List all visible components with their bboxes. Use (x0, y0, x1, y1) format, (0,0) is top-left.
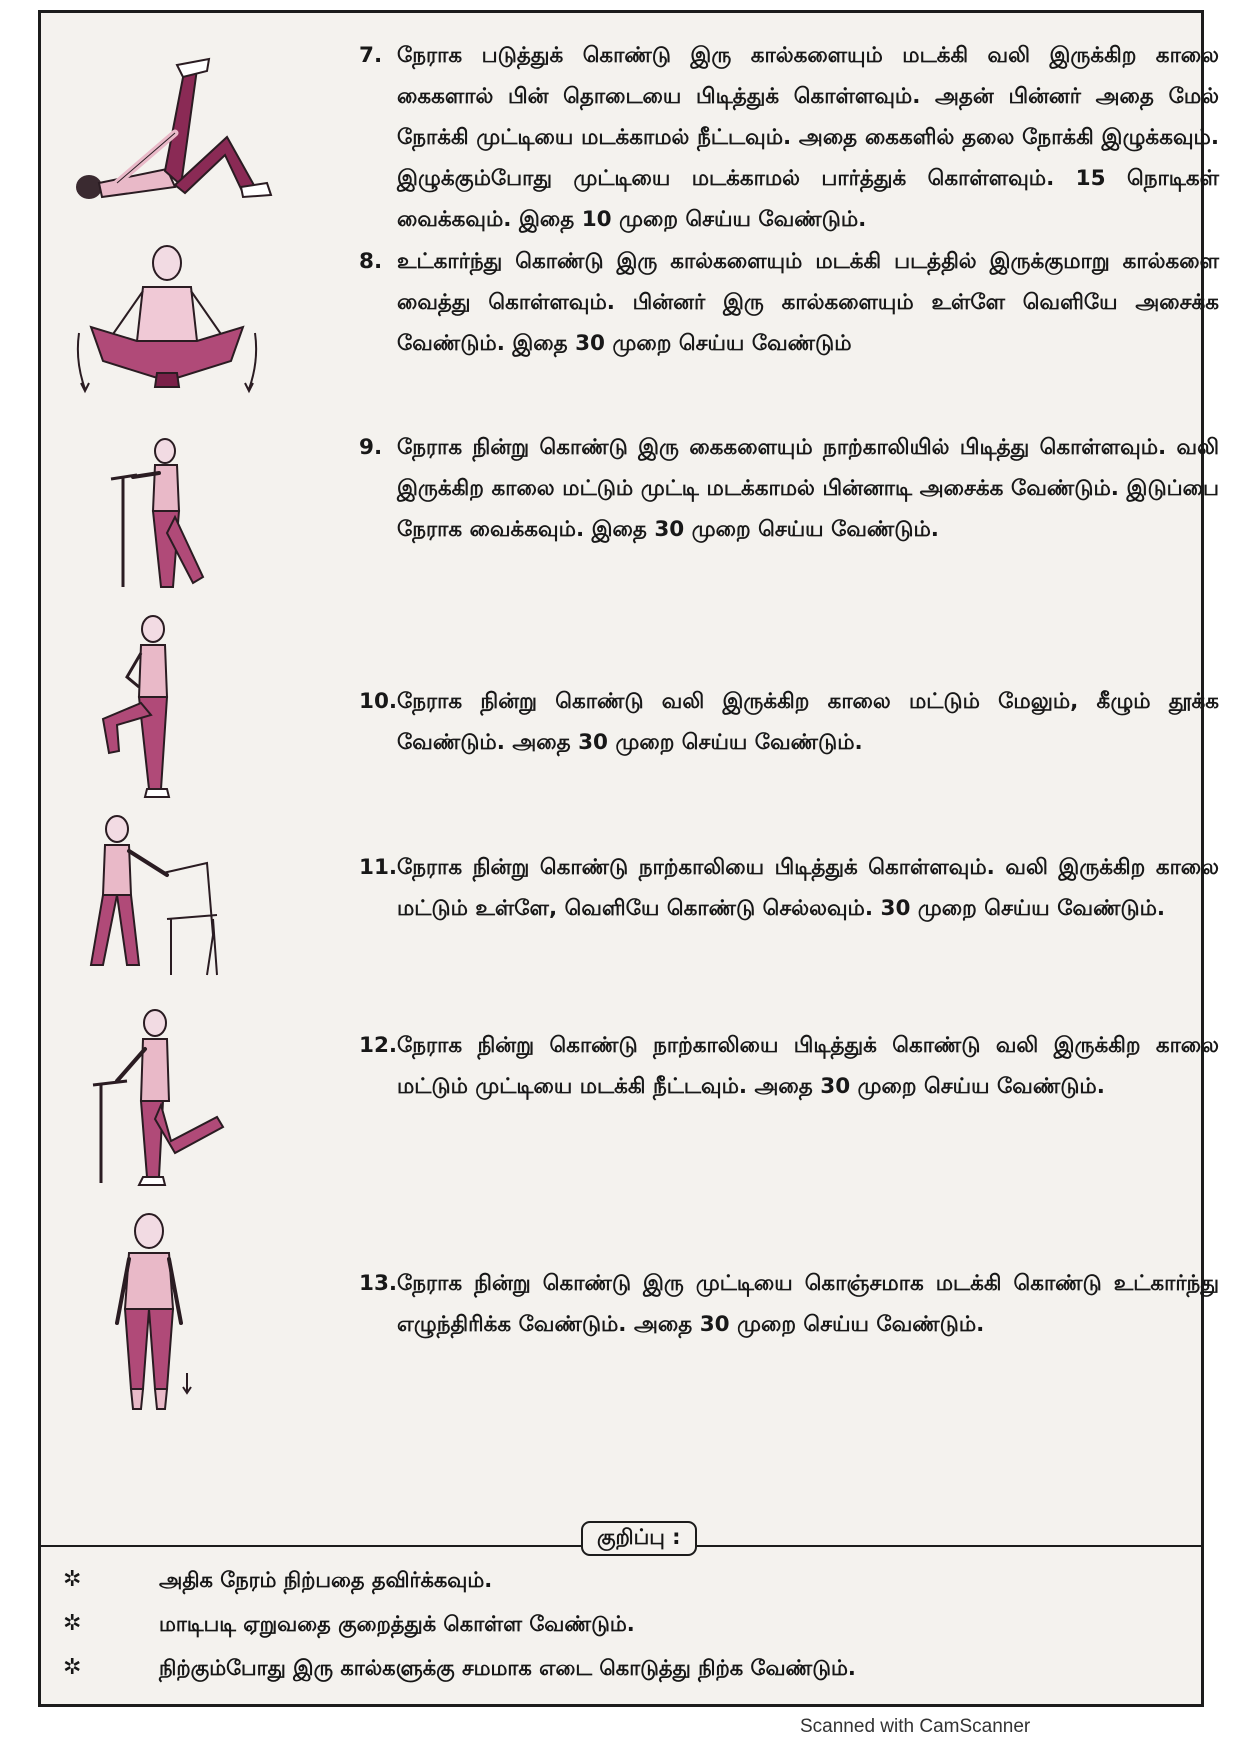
scanner-watermark: Scanned with CamScanner (800, 1716, 1031, 1737)
exercise-number: 8. (359, 249, 383, 274)
exercise-7-text (359, 35, 1219, 240)
standing-knee-raise-illustration (91, 613, 211, 803)
butterfly-stretch-illustration (67, 241, 267, 401)
exercise-number: 12. (359, 1033, 398, 1058)
exercise-11-text (359, 847, 1219, 929)
exercise-13-text (359, 1263, 1219, 1345)
exercise-description: நேராக நின்று கொண்டு வலி இருக்கிற காலை மட்டும் மேலும், கீழும் தூக்க வேண்டும். அதை 30 முறை செய்ய வேண்டும். (397, 689, 1219, 755)
note-text: மாடிபடி ஏறுவதை குறைத்துக் கொள்ள வேண்டும். (159, 1612, 635, 1636)
exercise-number: 13. (359, 1271, 398, 1296)
note-text: அதிக நேரம் நிற்பதை தவிர்க்கவும். (159, 1568, 493, 1592)
note-list (63, 1565, 1163, 1697)
exercise-9-text (359, 427, 1219, 550)
lying-leg-stretch-illustration (57, 37, 287, 207)
note-item (63, 1565, 1163, 1609)
exercise-description: நேராக நின்று கொண்டு இரு கைகளையும் நாற்காலியில் பிடித்து கொள்ளவும். வலி இருக்கிற காலை மட்டும் முட்டி மடக்காமல் பின்னாடி அசைக்க வேண்டும். இடுப்பை நேராக வைக்கவும். இதை 30 முறை செய்ய வேண்டும். (397, 435, 1219, 542)
standing-leg-side-swing-illustration (67, 815, 227, 985)
note-item (63, 1609, 1163, 1653)
exercise-10-text (359, 681, 1219, 763)
star-bullet-icon: ✲ (63, 1611, 82, 1636)
note-text: நிற்கும்போது இரு கால்களுக்கு சமமாக எடை கொடுத்து நிற்க வேண்டும். (159, 1656, 856, 1680)
exercise-number: 11. (359, 855, 398, 880)
note-item (63, 1653, 1163, 1697)
exercise-12-text (359, 1025, 1219, 1107)
exercise-number: 10. (359, 689, 398, 714)
exercise-number: 9. (359, 435, 383, 460)
mini-squat-illustration (93, 1213, 203, 1423)
exercise-description: உட்கார்ந்து கொண்டு இரு கால்களையும் மடக்கி படத்தில் இருக்குமாறு கால்களை வைத்து கொள்ளவும். பின்னர் இரு கால்களையும் உள்ளே வெளியே அசைக்க வேண்டும். இதை 30 முறை செய்ய வேண்டும் (397, 249, 1219, 356)
exercise-description: நேராக நின்று கொண்டு நாற்காலியை பிடித்துக் கொள்ளவும். வலி இருக்கிற காலை மட்டும் உள்ளே, வெளியே கொண்டு செல்லவும். 30 முறை செய்ய வேண்டும். (397, 855, 1219, 921)
exercise-8-text (359, 241, 1219, 364)
exercise-description: நேராக நின்று கொண்டு நாற்காலியை பிடித்துக் கொண்டு வலி இருக்கிற காலை மட்டும் முட்டியை மடக்கி நீட்டவும். அதை 30 முறை செய்ய வேண்டும். (397, 1033, 1219, 1099)
exercise-number: 7. (359, 43, 383, 68)
star-bullet-icon: ✲ (63, 1655, 82, 1680)
exercise-description: நேராக படுத்துக் கொண்டு இரு கால்களையும் மடக்கி வலி இருக்கிற காலை கைகளால் பின் தொடையை பிடித்துக் கொள்ளவும். அதன் பின்னர் அதை மேல் நோக்கி முட்டியை மடக்காமல் நீட்டவும். அதை கைகளில் தலை நோக்கி இழுக்கவும். இழுக்கும்போது முட்டியை மடக்காமல் பார்த்துக் கொள்ளவும். 15 நொடிகள் வைக்கவும். இதை 10 முறை செய்ய வேண்டும். (397, 43, 1219, 232)
standing-leg-back-swing-illustration (81, 437, 221, 597)
document-page (38, 10, 1219, 1707)
standing-hamstring-curl-illustration (77, 1009, 237, 1189)
exercise-description: நேராக நின்று கொண்டு இரு முட்டியை கொஞ்சமாக மடக்கி கொண்டு உட்கார்ந்து எழுந்திரிக்க வேண்டும். அதை 30 முறை செய்ய வேண்டும். (397, 1271, 1219, 1337)
star-bullet-icon: ✲ (63, 1567, 82, 1592)
note-title: குறிப்பு : (581, 1521, 697, 1556)
